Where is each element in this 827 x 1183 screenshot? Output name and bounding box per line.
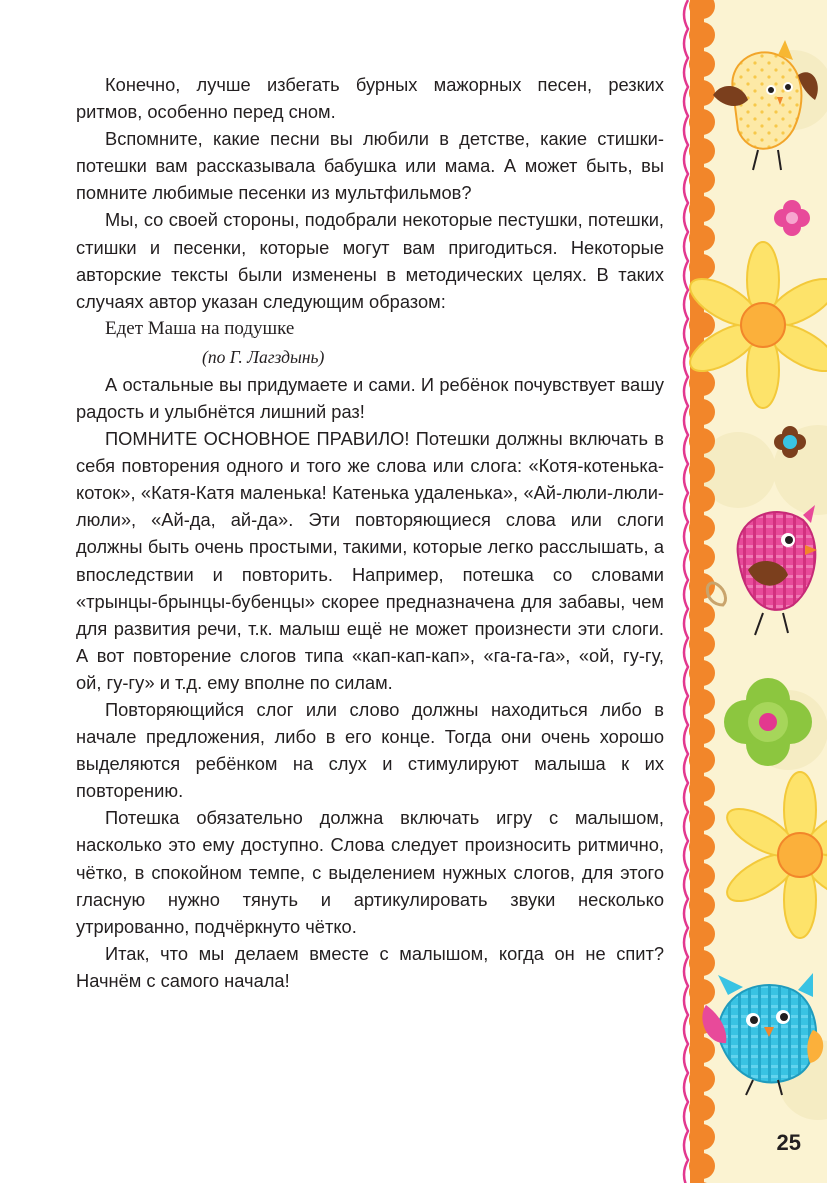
example-line: Едет Маша на подушке <box>105 317 295 339</box>
paragraph: ПОМНИТЕ ОСНОВНОЕ ПРАВИЛО! Потешки должны включать в себя повторения одного и того же слова или слога: «Котя-котенька-коток», «Катя-Катя маленька! Катенька удаленька», «Ай-люли-люли-люли», «Ай-да, ай-да». Эти повторяющиеся слова или слоги должны быть очень простыми, такими, которые легко расслышать, а впоследствии и повторить. Например, потешка со словами «трынцы-брынцы-бубенцы» скорее предназначена для забавы, чем для развития речи, т.к. малыш ещё не может произнести эти слоги. А вот повторение слогов типа «кап-кап-кап», «га-га-га», «ой, гу-гу, ой, гу-гу» и т.д. ему вполне по силам. <box>76 428 664 693</box>
page-number: 25 <box>776 1130 801 1155</box>
text-column <box>76 71 664 994</box>
paragraph: Потешка обязательно должна включать игру с малышом, насколько это ему доступно. Слова следует произносить ритмично, чётко, в спокойном темпе, с выделением нужных слогов, для этого гласную нужно тянуть и артикулировать звуки несколько утрированно, подчёркнуто чётко. <box>76 807 664 937</box>
paragraph: Повторяющийся слог или слово должны находиться либо в начале предложения, либо в его конце. Тогда они очень хорошо выделяются ребёнком на слух и стимулируют малыша к их повторению. <box>76 698 664 802</box>
paragraph: Конечно, лучше избегать бурных мажорных песен, резких ритмов, особенно перед сном. <box>76 74 664 123</box>
example-author: (по Г. Лагздынь) <box>202 346 325 367</box>
paragraph: Вспомните, какие песни вы любили в детстве, какие стишки-потешки вам рассказывала бабушка или мама. А может быть, вы помните любимые песенки из мультфильмов? <box>76 128 664 204</box>
paragraph: Итак, что мы делаем вместе с малышом, когда он не спит? Начнём с самого начала! <box>76 942 664 991</box>
decorative-sidebar <box>678 0 827 1183</box>
paragraph: Мы, со своей стороны, подобрали некоторые пестушки, потешки, стишки и песенки, которые могут вам пригодиться. Некоторые авторские тексты были изменены в методических целях. В таких случаях автор указан следующим образом: <box>76 209 664 312</box>
paragraph: А остальные вы придумаете и сами. И ребёнок почувствует вашу радость и улыбнётся лишний раз! <box>76 373 664 422</box>
